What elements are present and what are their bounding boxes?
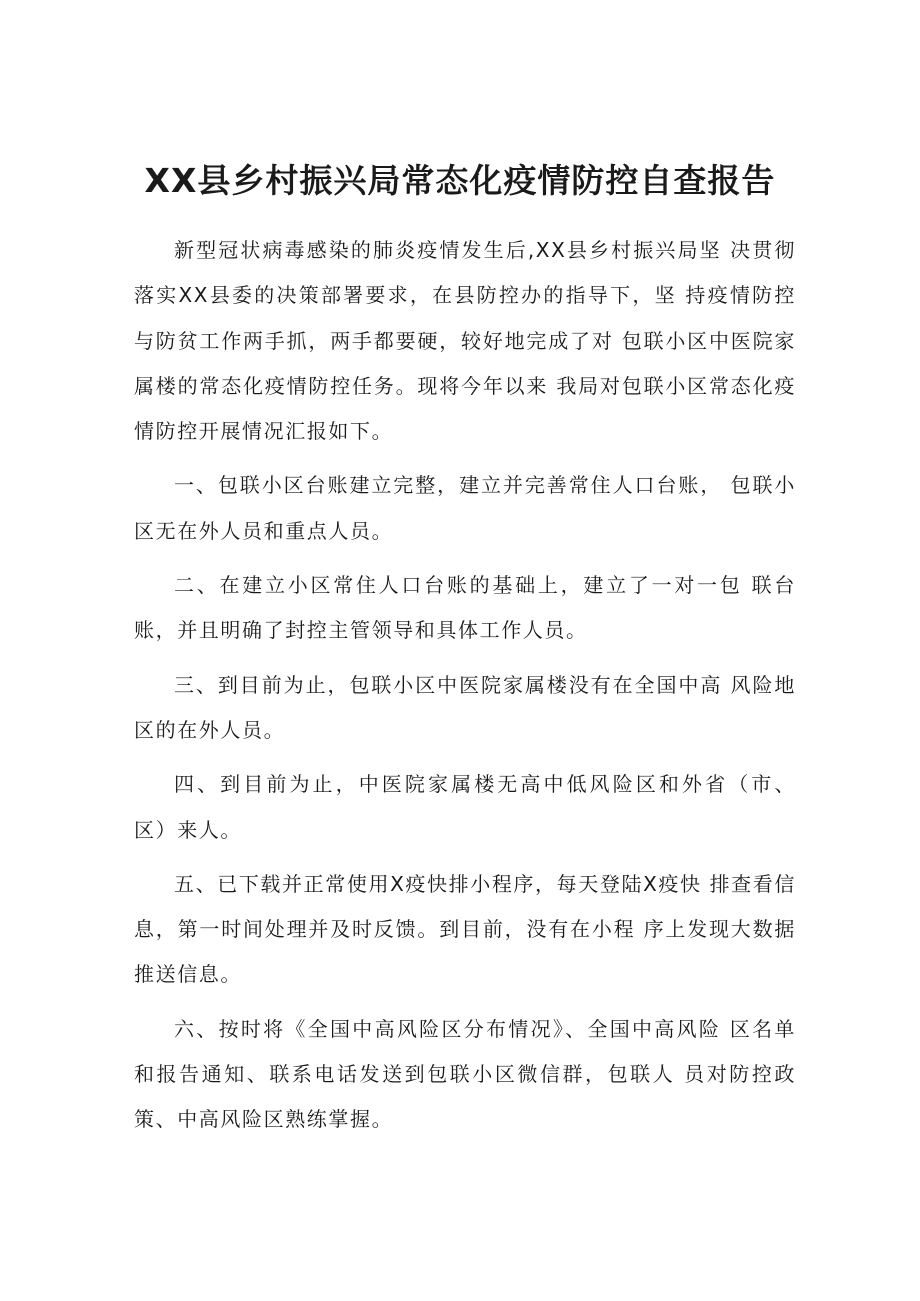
paragraph-intro: 新型冠状病毒感染的肺炎疫情发生后,XX县乡村振兴局坚 决贯彻落实XX县委的决策部署要求，在县防控办的指导下，坚 持疫情防控与防贫工作两手抓，两手都要硬，较好地完成了对 包联小区中医院家属楼的常态化疫情防控任务。现将今年以来 我局对包联小区常态化疫情防控开展情况汇报如下。 (134, 238, 796, 444)
paragraph-item-4: 四、到目前为止，中医院家属楼无高中低风险区和外省（市、 区）来人。 (134, 772, 796, 842)
paragraph-item-5: 五、已下载并正常使用X疫快排小程序，每天登陆X疫快 排查看信息，第一时间处理并及时反馈。到目前，没有在小程 序上发现大数据推送信息。 (134, 871, 796, 987)
paragraph-item-2: 二、在建立小区常住人口台账的基础上，建立了一对一包 联台账，并且明确了封控主管领导和具体工作人员。 (134, 573, 796, 643)
paragraph-item-1: 一、包联小区台账建立完整，建立并完善常住人口台账， 包联小区无在外人员和重点人员。 (134, 473, 796, 543)
document-body (134, 228, 796, 1152)
document-title: XX县乡村振兴局常态化疫情防控自查报告 (144, 161, 776, 200)
paragraph-item-3: 三、到目前为止，包联小区中医院家属楼没有在全国中高 风险地区的在外人员。 (134, 672, 796, 742)
paragraph-item-6: 六、按时将《全国中高风险区分布情况》、全国中高风险 区名单和报告通知、联系电话发送到包联小区微信群，包联人 员对防控政策、中高风险区熟练掌握。 (134, 1016, 796, 1132)
